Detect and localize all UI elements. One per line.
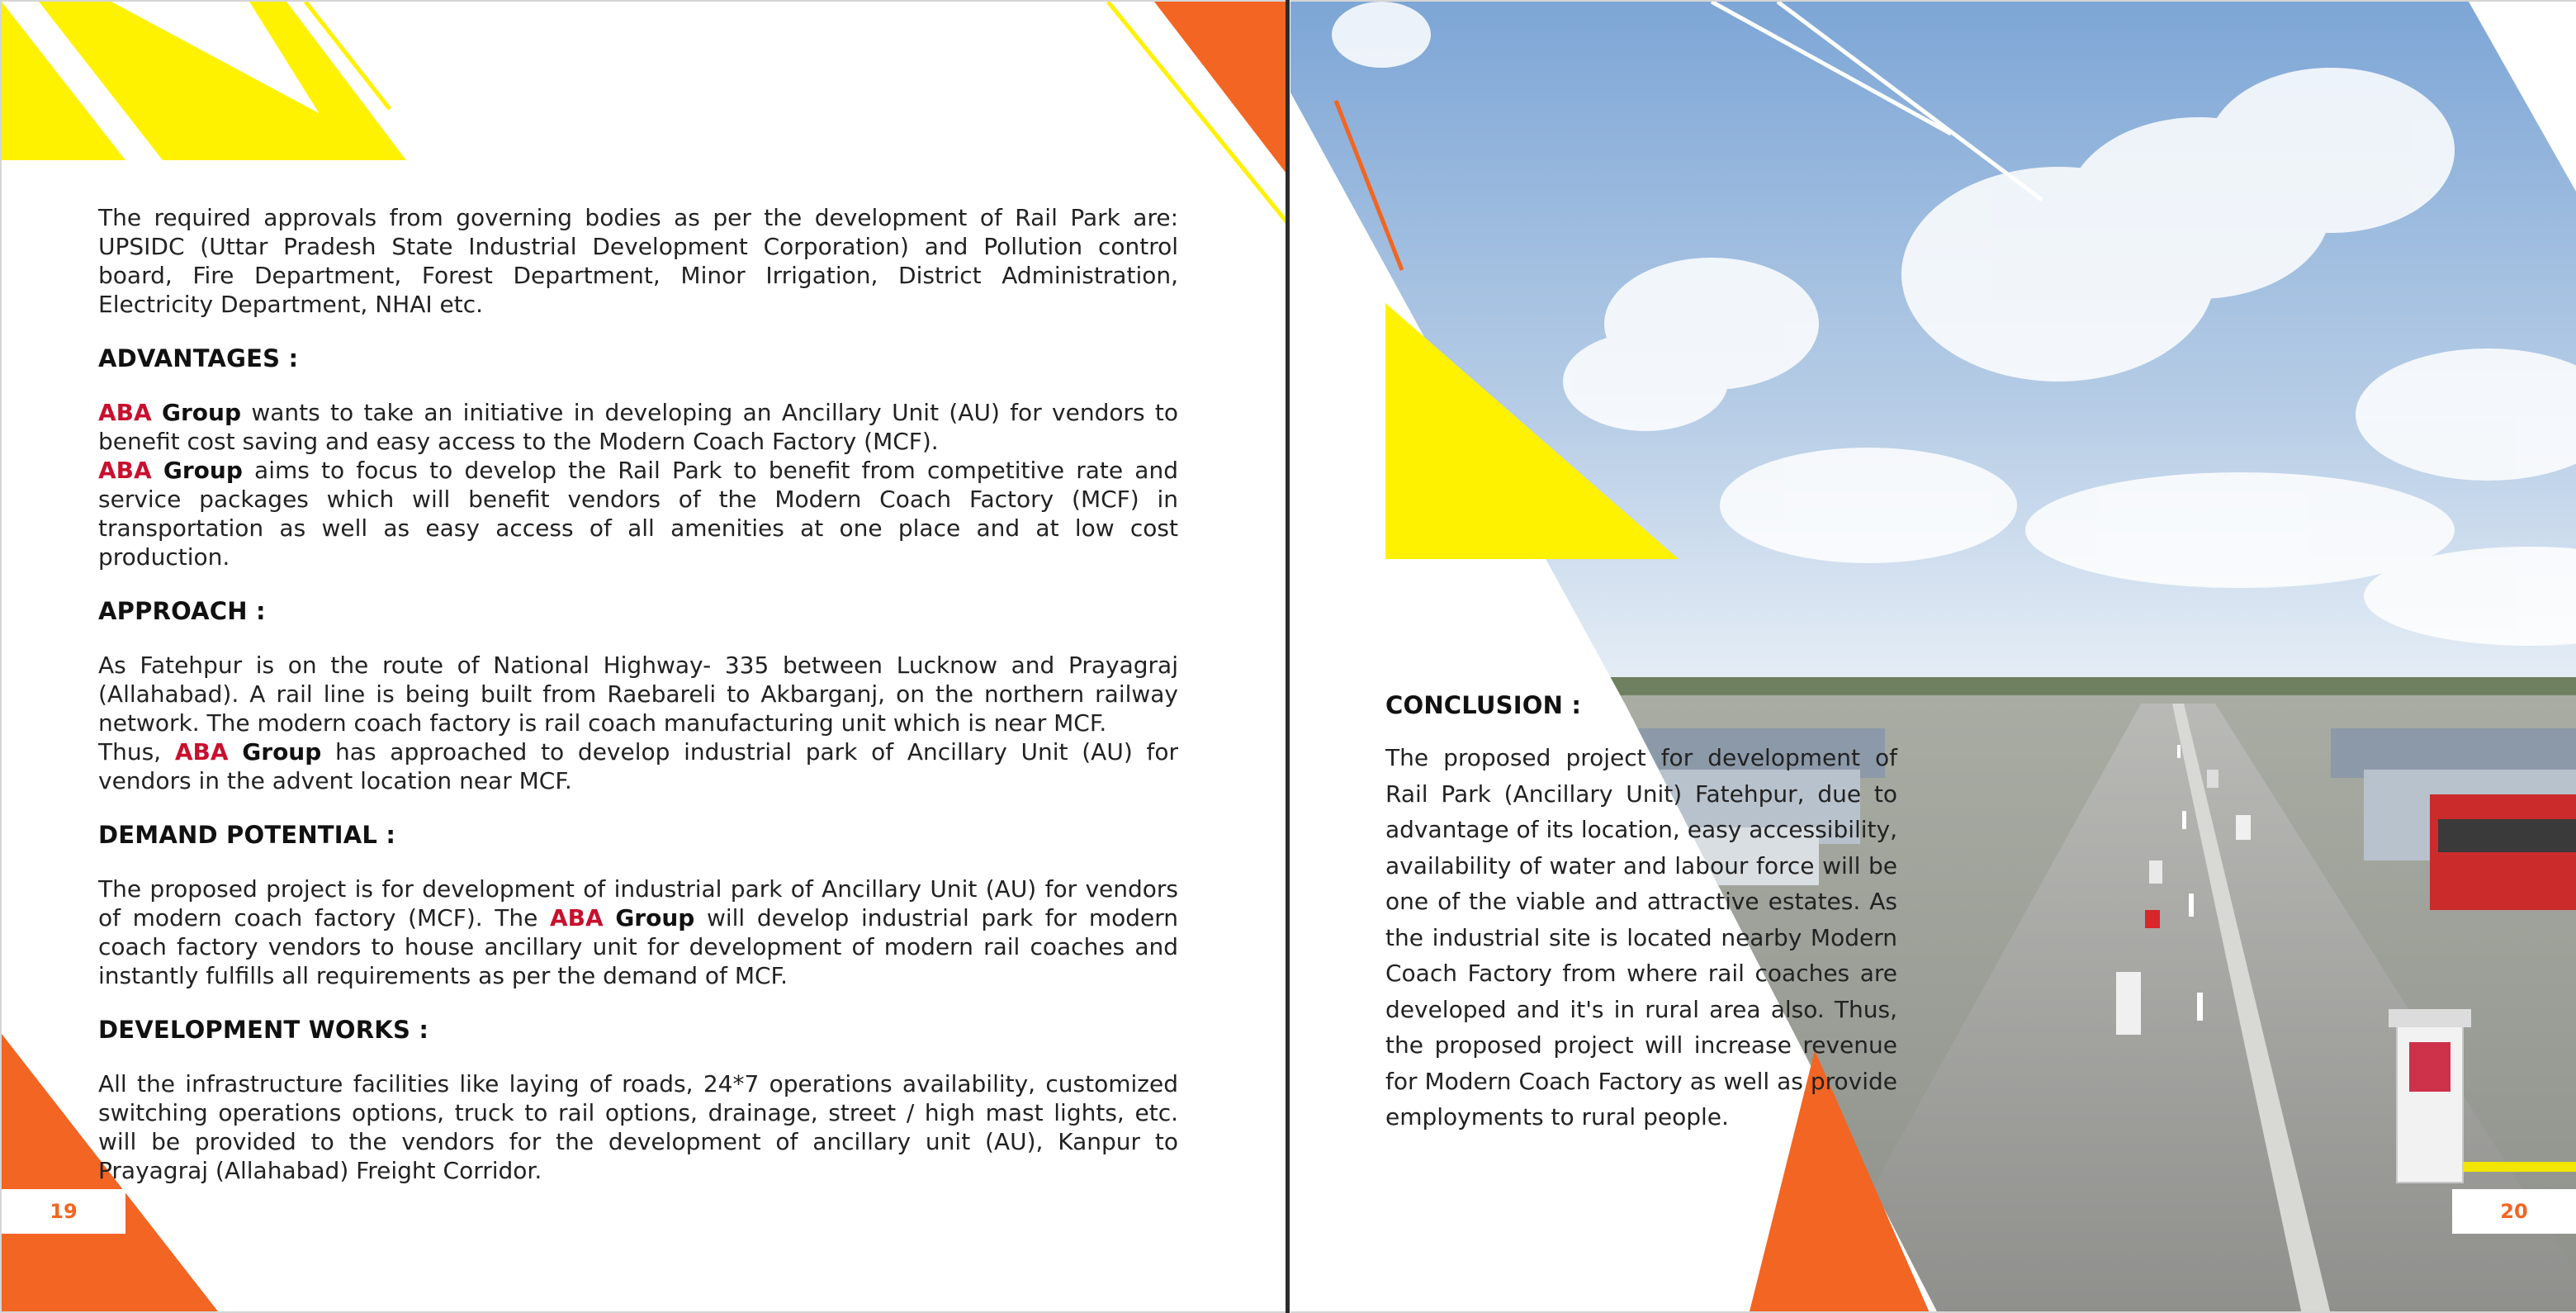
- brand-group: Group: [162, 399, 242, 426]
- brand-group: Group: [615, 904, 695, 931]
- advantages-text-1: wants to take an initiative in developing an Ancillary Unit (AU) for vendors to benefit cost saving and easy access to the Modern Coach Factory (MCF).: [98, 399, 1179, 455]
- advantages-paragraph-2: [98, 456, 1178, 571]
- demand-lead: The proposed project is for development of industrial park of Ancillary Unit (AU) for vendors of modern coach factory (MCF). The: [98, 875, 1178, 931]
- brand-aba: ABA: [550, 904, 604, 931]
- page-number-right: 20: [2452, 1189, 2576, 1234]
- book-spine: [1286, 0, 1290, 1313]
- conclusion-heading: CONCLUSION :: [1385, 691, 1582, 719]
- page-number-left: 19: [2, 1189, 125, 1234]
- approach-lead: Thus,: [98, 738, 175, 766]
- left-page: [0, 0, 1287, 1313]
- advantages-heading: ADVANTAGES :: [98, 344, 299, 372]
- development-paragraph: All the infrastructure facilities like laying of roads, 24*7 operations availability, customized switching operations options, truck to rail options, drainage, street / high mast lights, etc. will be provided to the vendors for the development of ancillary unit (AU), Kanpur to Prayagraj (Allahabad) Freight Corridor.: [98, 1070, 1178, 1184]
- top-right-orange-triangle: [1154, 2, 1287, 177]
- advantages-body: [98, 398, 1178, 571]
- demand-paragraph: [98, 875, 1178, 990]
- conclusion-block: [1385, 690, 1897, 1160]
- brand-group: Group: [242, 738, 322, 766]
- approach-paragraph-1: As Fatehpur is on the route of National Highway- 335 between Lucknow and Prayagraj (Allahabad). A rail line is being built from Raebareli to Akbarganj, on the northern railway network. The modern coach factory is rail coach manufacturing unit which is near MCF.: [98, 652, 1178, 737]
- approvals-paragraph: The required approvals from governing bodies as per the development of Rail Park are: UPSIDC (Uttar Pradesh State Industrial Development Corporation) and Pollution control board, Fire Department, Forest Department, Minor Irrigation, District Administration, Electricity Department, NHAI etc.: [98, 204, 1178, 318]
- brand-aba: ABA: [98, 399, 152, 426]
- conclusion-paragraph: The proposed project for development of Rail Park (Ancillary Unit) Fatehpur, due to advantage of its location, easy accessibility, availability of water and labour force will be one of the viable and attractive estates. As the industrial site is located nearby Modern Coach Factory from where rail coaches are developed and it's in rural area also. Thus, the proposed project will increase revenue for Modern Coach Factory as well as provide employments to rural people.: [1385, 744, 1897, 1131]
- demand-text: will develop industrial park for modern coach factory vendors to house ancillary unit for development of modern rail coaches and instantly fulfills all requirements as per the demand of MCF.: [98, 904, 1178, 989]
- approach-text-2: has approached to develop industrial park of Ancillary Unit (AU) for vendors in the advent location near MCF.: [98, 738, 1179, 794]
- brand-aba: ABA: [174, 738, 229, 766]
- left-text-column: [98, 203, 1178, 1210]
- advantages-paragraph-1: [98, 398, 1178, 456]
- right-page: [1290, 0, 2576, 1313]
- approach-paragraph-2: [98, 737, 1178, 795]
- development-heading: DEVELOPMENT WORKS :: [98, 1016, 429, 1044]
- demand-heading: DEMAND POTENTIAL :: [98, 821, 396, 849]
- approach-heading: APPROACH :: [98, 597, 266, 625]
- advantages-text-2: aims to focus to develop the Rail Park to benefit from competitive rate and service packages which will benefit vendors of the Modern Coach Factory (MCF) in transportation as well as easy access of all amenities at one place and at low cost production.: [98, 457, 1178, 571]
- approach-body: [98, 651, 1178, 795]
- brand-group: Group: [163, 457, 243, 484]
- brand-aba: ABA: [98, 457, 152, 484]
